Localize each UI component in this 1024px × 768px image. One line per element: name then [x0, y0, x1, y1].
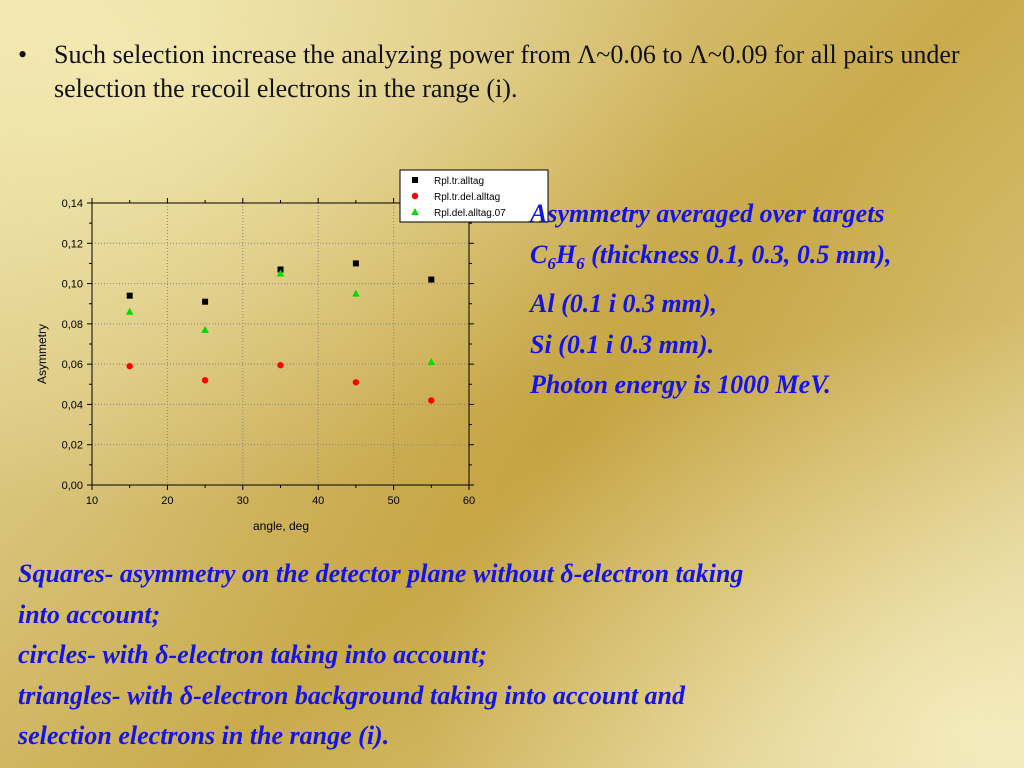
- note-line-2: [530, 235, 1020, 285]
- axis-ticks: [87, 198, 474, 490]
- chart-legend: [400, 170, 548, 222]
- y-axis-label: Asymmetry: [35, 324, 49, 384]
- data-point-circle: [353, 379, 359, 385]
- data-point-square: [202, 299, 208, 305]
- x-tick-label: 60: [462, 495, 476, 507]
- y-tick-label: 0,00: [61, 480, 83, 492]
- x-tick-label: 30: [236, 495, 249, 507]
- note-formula-sub-1: 6: [547, 253, 556, 273]
- data-point-square: [428, 277, 434, 283]
- y-tick-label: 0,02: [61, 439, 83, 452]
- explanation-line-5: selection electrons in the range (i).: [18, 721, 390, 750]
- data-point-triangle: [428, 358, 436, 365]
- tick-labels: [62, 198, 476, 507]
- x-tick-label: 20: [161, 495, 174, 507]
- note-thickness: (thickness 0.1, 0.3, 0.5 mm),: [584, 239, 892, 269]
- x-axis-label: angle, deg: [252, 519, 310, 533]
- legend-marker-circle: [412, 193, 418, 199]
- data-point-triangle: [201, 326, 209, 333]
- x-tick-label: 40: [312, 495, 325, 507]
- note-formula-sub-2: 6: [576, 253, 585, 273]
- note-line-4: Si (0.1 i 0.3 mm).: [530, 329, 715, 359]
- data-point-circle: [277, 362, 283, 368]
- x-tick-label: 50: [387, 495, 400, 507]
- grid-lines: [92, 203, 469, 485]
- x-tick-label: 10: [85, 495, 99, 507]
- legend-label: Rpl.del.alltag.07: [434, 208, 506, 219]
- marker-explanation: [18, 554, 1008, 757]
- data-points: [126, 260, 435, 403]
- note-line-1: Asymmetry averaged over targets: [530, 199, 885, 228]
- data-point-circle: [428, 397, 434, 403]
- note-formula-c: C: [530, 239, 548, 269]
- note-line-5: Photon energy is 1000 MeV.: [530, 370, 831, 400]
- legend-marker-square: [412, 177, 418, 183]
- data-point-circle: [127, 363, 133, 369]
- explanation-line-1: Squares- asymmetry on the detector plane without δ-electron taking: [18, 559, 744, 588]
- y-tick-label: 0,14: [61, 198, 83, 210]
- y-tick-label: 0,04: [61, 399, 83, 412]
- bullet-marker: •: [18, 40, 28, 69]
- y-tick-label: 0,06: [61, 359, 83, 372]
- explanation-line-3: circles- with δ-electron taking into account;: [18, 640, 488, 669]
- data-point-triangle: [126, 308, 134, 315]
- y-tick-label: 0,08: [61, 318, 83, 331]
- explanation-line-2: into account;: [18, 599, 161, 629]
- note-formula-h: H: [555, 239, 577, 269]
- data-point-triangle: [352, 290, 360, 297]
- target-note: [530, 194, 1020, 406]
- data-point-square: [127, 293, 133, 299]
- plot-frame: [92, 203, 469, 485]
- data-point-circle: [202, 377, 208, 383]
- y-tick-label: 0,12: [61, 238, 83, 251]
- legend-label: Rpl.tr.del.alltag: [434, 192, 501, 203]
- note-line-3: Al (0.1 i 0.3 mm),: [530, 289, 718, 319]
- bullet-text: Such selection increase the analyzing power from Λ~0.06 to Λ~0.09 for all pairs under selection the recoil electrons in the range (i).: [54, 40, 960, 103]
- y-tick-label: 0,10: [61, 278, 83, 291]
- legend-label: Rpl.tr.alltag: [434, 176, 485, 187]
- explanation-line-4: triangles- with δ-electron background taking into account and: [18, 680, 686, 710]
- data-point-square: [353, 260, 359, 266]
